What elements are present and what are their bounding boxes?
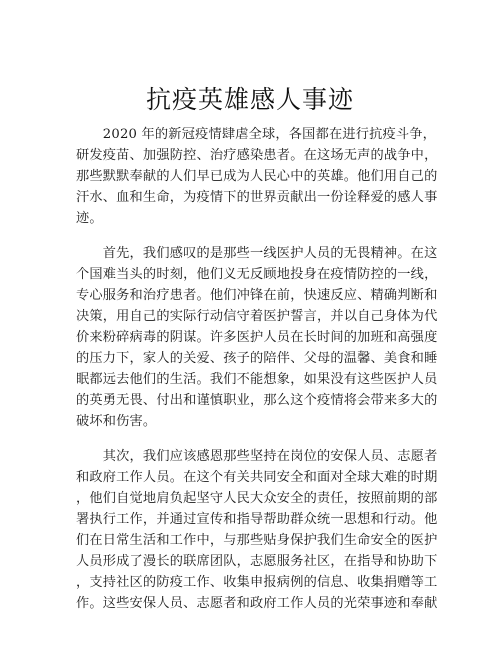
document-body: [76, 124, 438, 614]
paragraph-2: [76, 243, 438, 432]
paragraph-line: 人员形成了漫长的联席团队，志愿服务社区，在指导和协助下: [76, 554, 438, 569]
paragraph-line: 迹。: [76, 211, 103, 226]
paragraph-line: 个国难当头的时刻，他们义无反顾地投身在疫情防控的一线，: [76, 267, 438, 282]
paragraph-line: 2020 年的新冠疫情肆虐全球，各国都在进行抗疫斗争，: [76, 127, 437, 142]
paragraph-line: 决策，用自己的实际行动信守着医护誓言，并以自己身体为代: [76, 309, 438, 324]
paragraph-line: 其次，我们应该感恩那些坚持在岗位的安保人员、志愿者: [76, 449, 438, 464]
paragraph-line: 署执行工作，并通过宣传和指导帮助群众统一思想和行动。他: [76, 512, 438, 527]
paragraph-line: ，他们自觉地肩负起坚守人民大众安全的责任，按照前期的部: [76, 491, 438, 506]
document-title: 抗疫英雄感人事迹: [145, 85, 354, 114]
paragraph-line: ，支持社区的防疫工作、收集申报病例的信息、收集捐赠等工: [76, 575, 438, 590]
paragraph-spacer: [76, 229, 424, 243]
paragraph-line: 作。这些安保人员、志愿者和政府工作人员的光荣事迹和奉献: [76, 596, 438, 611]
paragraph-spacer: [76, 432, 424, 446]
paragraph-line: 破坏和伤害。: [76, 414, 157, 429]
paragraph-line: 研发疫苗、加强防控、治疗感染患者。在这场无声的战争中，: [76, 148, 438, 163]
paragraph-line: 那些默默奉献的人们早已成为人民心中的英雄。他们用自己的: [76, 169, 438, 184]
paragraph-line: 们在日常生活和工作中，与那些贴身保护我们生命安全的医护: [76, 533, 438, 548]
paragraph-line: 的英勇无畏、付出和谨慎职业，那么这个疫情将会带来多大的: [76, 393, 438, 408]
paragraph-line: 的压力下，家人的关爱、孩子的陪伴、父母的温馨、美食和睡: [76, 351, 438, 366]
paragraph-line: 汗水、血和生命，为疫情下的世界贡献出一份诠释爱的感人事: [76, 190, 438, 205]
paragraph-line: 和政府工作人员。在这个有关共同安全和面对全球大难的时期: [76, 470, 438, 485]
paragraph-line: 眠都远去他们的生活。我们不能想象，如果没有这些医护人员: [76, 372, 438, 387]
paragraph-line: 专心服务和治疗患者。他们冲锋在前，快速反应、精确判断和: [76, 288, 438, 303]
paragraph-3: [76, 446, 438, 614]
paragraph-line: 价来粉碎病毒的阴谋。许多医护人员在长时间的加班和高强度: [76, 330, 438, 345]
paragraph-1: [76, 124, 438, 229]
paragraph-line: 首先，我们感叹的是那些一线医护人员的无畏精神。在这: [76, 246, 438, 261]
